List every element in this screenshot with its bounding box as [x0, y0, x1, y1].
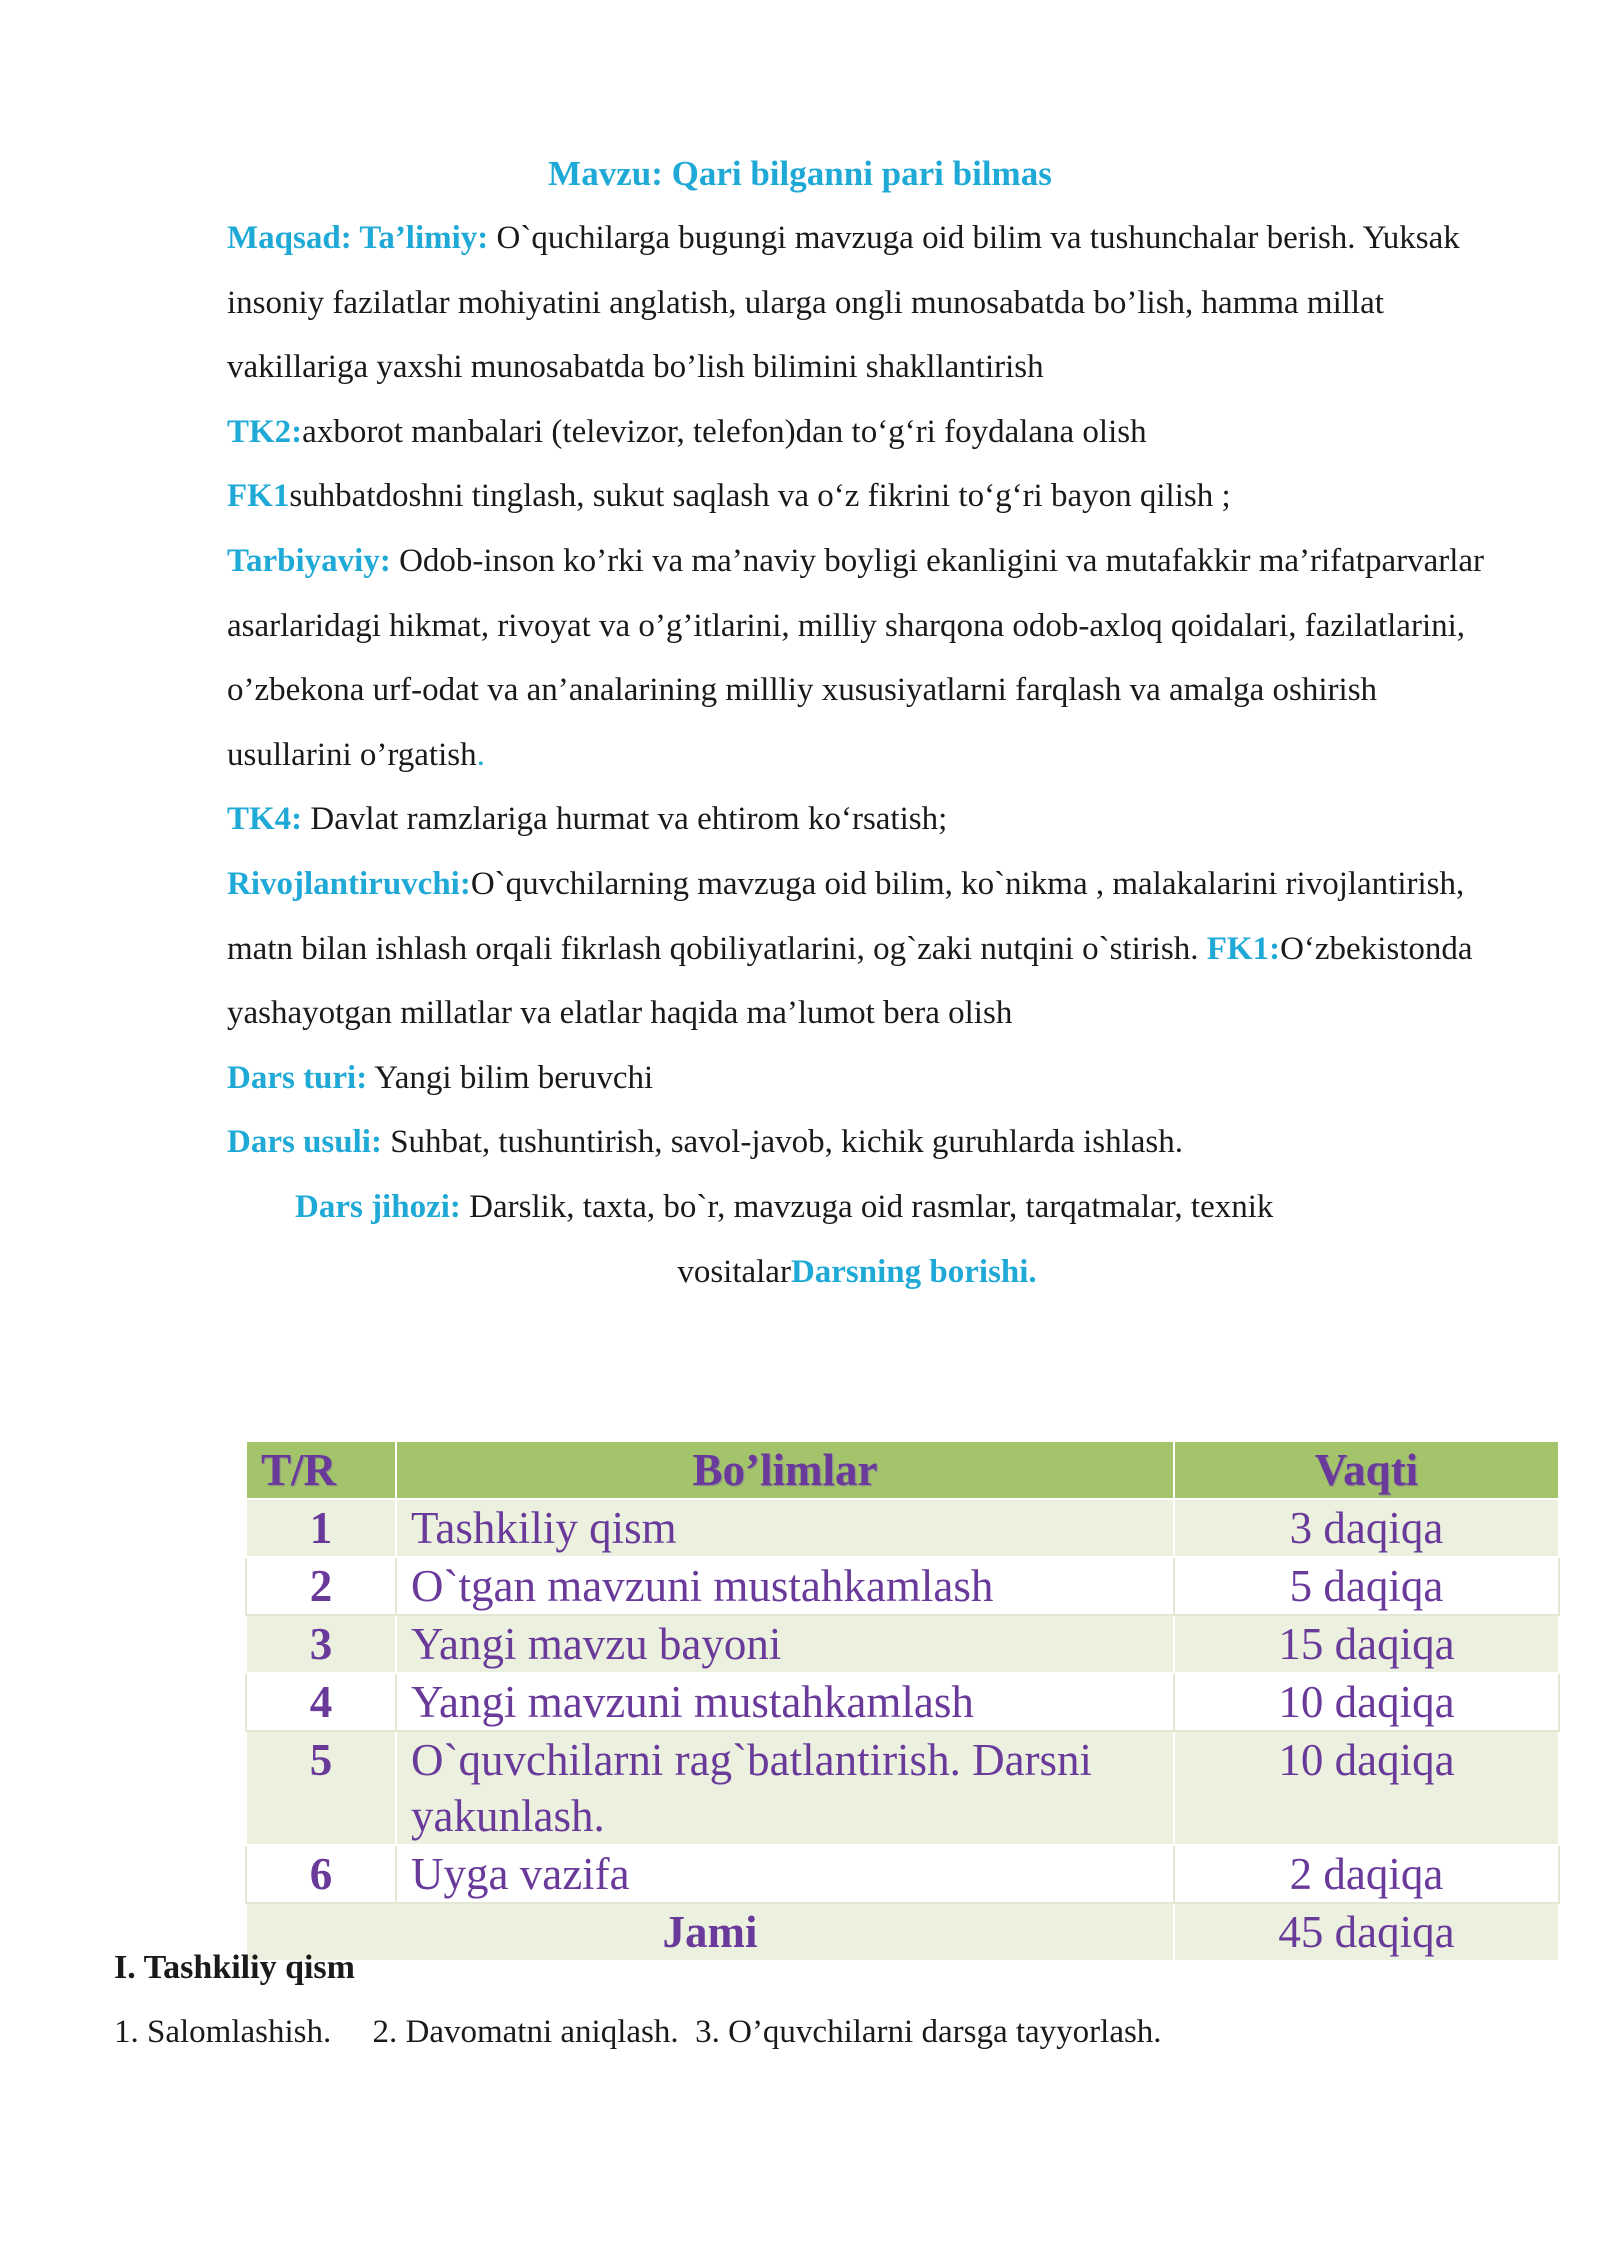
- tk4-paragraph: [227, 787, 1487, 852]
- tk2-label: TK2:: [227, 413, 303, 450]
- table-row: [246, 1499, 1559, 1557]
- total-label: Jami: [246, 1903, 1174, 1961]
- row-time: 15 daqiqa: [1174, 1615, 1559, 1673]
- rivojlantiruvchi-label: Rivojlantiruvchi:: [227, 865, 471, 902]
- table-row: [246, 1673, 1559, 1731]
- tarbiyaviy-text: Odob-inson ko’rki va ma’naviy boyligi ekanligini va mutafakkir ma’rifatparvarlar asarlaridagi hikmat, rivoyat va o’g’itlarini, milliy sharqona odob-axloq qoidalari, fazilatlarini, o’zbekona urf-odat va an’analarining millliy xususiyatlarni farqlash va amalga oshirish usullarini o’rgatish: [227, 542, 1485, 773]
- row-time: 3 daqiqa: [1174, 1499, 1559, 1557]
- dars-turi-paragraph: [227, 1046, 1487, 1111]
- tk4-label: TK4:: [227, 801, 303, 838]
- tarbiyaviy-end: .: [476, 736, 485, 773]
- row-num: 2: [246, 1557, 396, 1615]
- organizational-steps: 1. Salomlashish. 2. Davomatni aniqlash. 3. O’quvchilarni darsga tayyorlash.: [114, 2014, 1162, 2050]
- dars-turi-label: Dars turi:: [227, 1059, 368, 1096]
- dars-usuli-label: Dars usuli:: [227, 1124, 382, 1161]
- fk1-inline-text: O‘zbekistonda yashayotgan millatlar va elatlar haqida ma’lumot bera olish: [227, 930, 1473, 1032]
- fk1-paragraph: [227, 464, 1487, 529]
- header-time: Vaqti: [1174, 1441, 1559, 1499]
- rivojlantiruvchi-paragraph: [227, 852, 1487, 1046]
- page-title: Mavzu: Qari bilganni pari bilmas: [548, 154, 1052, 193]
- tk2-paragraph: [227, 400, 1487, 465]
- maqsad-text: O`quchilarga bugungi mavzuga oid bilim va tushunchalar berish. Yuksak insoniy fazilatlar mohiyatini anglatish, ularga ongli munosabatda bo’lish, hamma millat vakillariga yaxshi munosabatda bo’lish bilimini shakllantirish: [227, 220, 1460, 386]
- tk4-text: Davlat ramzlariga hurmat va ehtirom ko‘rsatish;: [302, 801, 948, 838]
- dars-jihozi-paragraph: [227, 1175, 1487, 1240]
- dars-turi-text: Yangi bilim beruvchi: [367, 1059, 654, 1096]
- row-num: 4: [246, 1673, 396, 1731]
- row-time: 2 daqiqa: [1174, 1845, 1559, 1903]
- row-section: Yangi mavzu bayoni: [396, 1615, 1174, 1673]
- rivojlantiruvchi-text: O`quvchilarning mavzuga oid bilim, ko`nikma , malakalarini rivojlantirish, matn bilan ishlash orqali fikrlash qobiliyatlarini, og`zaki nutqini o`stirish.: [227, 865, 1465, 967]
- row-num: 5: [246, 1731, 396, 1845]
- dars-usuli-paragraph: [227, 1110, 1487, 1175]
- section-heading: I. Tashkiliy qism: [114, 1949, 355, 1986]
- vositalar-text: vositalar: [677, 1253, 791, 1290]
- row-num: 3: [246, 1615, 396, 1673]
- lesson-plan-table: [245, 1440, 1560, 1962]
- fk1-inline-label: FK1:: [1206, 930, 1281, 967]
- lesson-objectives: [227, 206, 1487, 1304]
- table-row: [246, 1845, 1559, 1903]
- table-row: [246, 1557, 1559, 1615]
- header-section: Bo’limlar: [396, 1441, 1174, 1499]
- header-num: T/R: [246, 1441, 396, 1499]
- tarbiyaviy-paragraph: [227, 529, 1487, 787]
- row-num: 6: [246, 1845, 396, 1903]
- dars-usuli-text: Suhbat, tushuntirish, savol-javob, kichik guruhlarda ishlash.: [381, 1124, 1184, 1161]
- maqsad-paragraph: [227, 206, 1487, 400]
- tk2-text: axborot manbalari (televizor, telefon)dan to‘g‘ri foydalana olish: [302, 413, 1147, 450]
- darsning-borishi-label: Darsning borishi.: [790, 1253, 1037, 1290]
- table-total-row: [246, 1903, 1559, 1961]
- maqsad-label: Maqsad: Ta’limiy:: [227, 220, 489, 256]
- row-section: Uyga vazifa: [396, 1845, 1174, 1903]
- row-section: O`quvchilarni rag`batlantirish. Darsni yakunlash.: [396, 1731, 1174, 1845]
- fk1-label: FK1: [227, 478, 290, 515]
- table-header-row: [246, 1441, 1559, 1499]
- table-row: [246, 1731, 1559, 1845]
- row-section: Yangi mavzuni mustahkamlash: [396, 1673, 1174, 1731]
- fk1-text: suhbatdoshni tinglash, sukut saqlash va o‘z fikrini to‘g‘ri bayon qilish ;: [289, 478, 1231, 515]
- row-time: 10 daqiqa: [1174, 1673, 1559, 1731]
- row-section: O`tgan mavzuni mustahkamlash: [396, 1557, 1174, 1615]
- dars-jihozi-text: Darslik, taxta, bo`r, mavzuga oid rasmlar, tarqatmalar, texnik: [460, 1188, 1274, 1225]
- dars-jihozi-label: Dars jihozi:: [295, 1188, 461, 1225]
- row-time: 10 daqiqa: [1174, 1731, 1559, 1845]
- row-time: 5 daqiqa: [1174, 1557, 1559, 1615]
- row-num: 1: [246, 1499, 396, 1557]
- row-section: Tashkiliy qism: [396, 1499, 1174, 1557]
- total-time: 45 daqiqa: [1174, 1903, 1559, 1961]
- tarbiyaviy-label: Tarbiyaviy:: [227, 542, 391, 579]
- vositalar-line: [227, 1240, 1487, 1305]
- table-row: [246, 1615, 1559, 1673]
